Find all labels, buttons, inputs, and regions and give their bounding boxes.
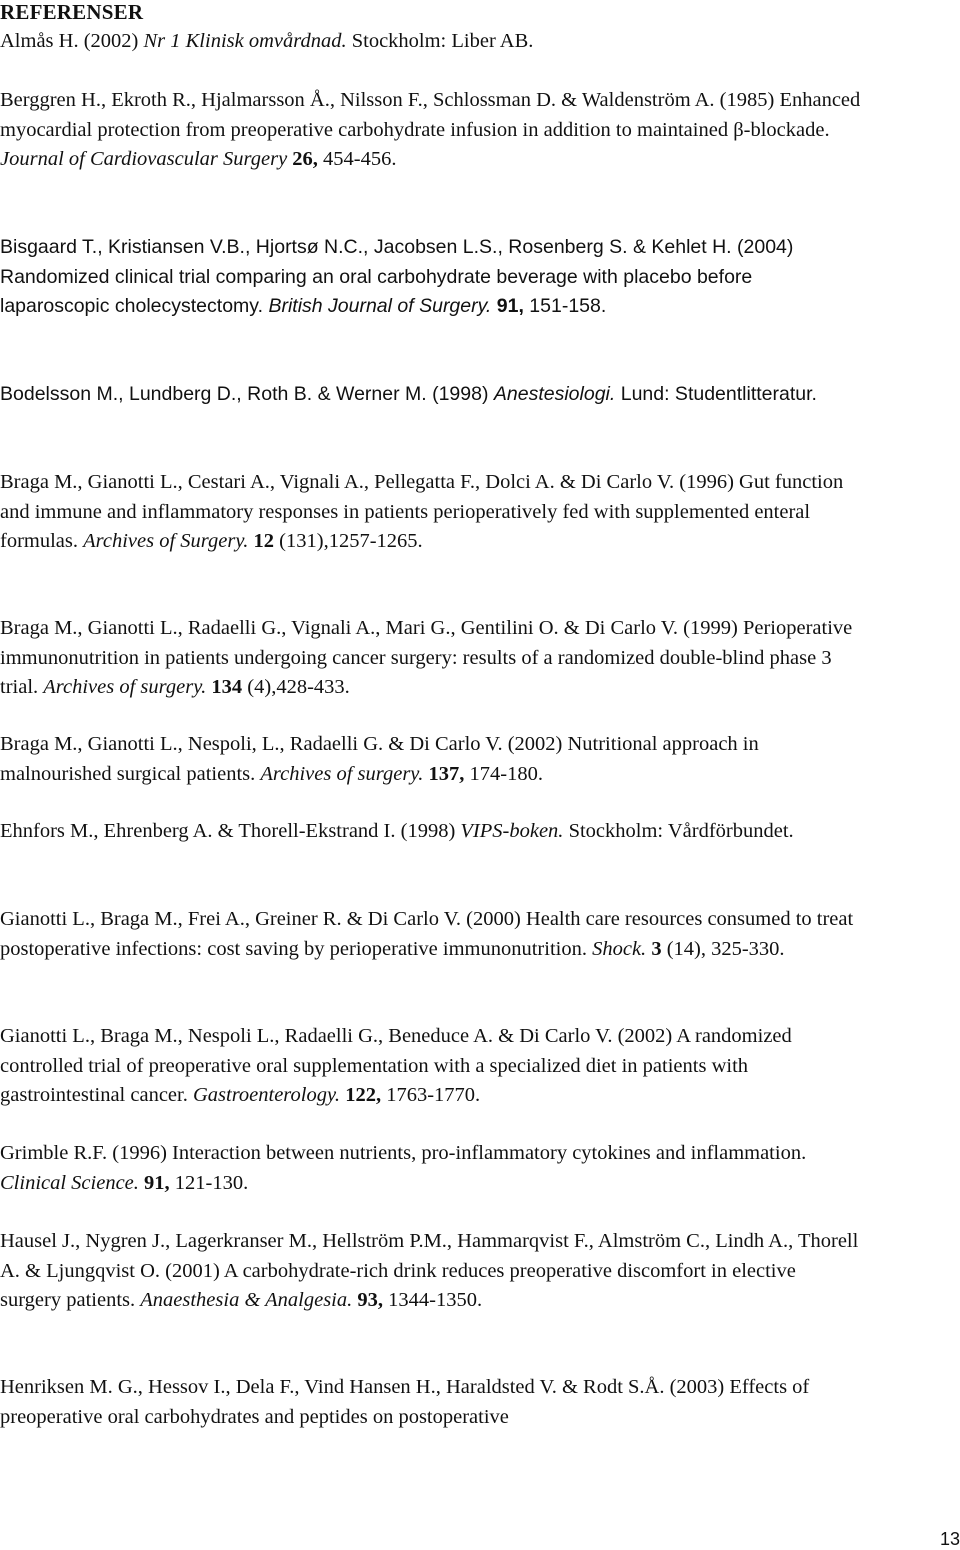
reference-journal: Clinical Science. [0,1171,139,1194]
reference-pages: (131),1257-1265. [279,530,423,552]
reference-authors: Braga M., Gianotti L., Nespoli, L., Radaelli G. & Di Carlo V. (2002) Nutritional approach in malnourished surgical patients. [0,733,759,785]
reference-entry [0,730,862,789]
reference-authors: Henriksen M. G., Hessov I., Dela F., Vind Hansen H., Haraldsted V. & Rodt S.Å. (2003) Effects of preoperative oral carbohydrates and peptides on postoperative [0,1376,810,1428]
reference-authors: Gianotti L., Braga M., Frei A., Greiner R. & Di Carlo V. (2000) Health care resources consumed to treat postoperative infections: cost saving by perioperative immunonutrition. [0,908,854,960]
reference-publisher: Lund: Studentlitteratur. [620,383,817,405]
reference-volume: 93, [357,1289,384,1311]
reference-title: Nr 1 Klinisk omvårdnad. [143,30,347,52]
reference-volume: 122, [345,1084,382,1106]
reference-authors: Ehnfors M., Ehrenberg A. & Thorell-Ekstrand I. (1998) [0,820,456,842]
reference-volume: 26, [292,148,318,170]
reference-journal: Anaesthesia & Analgesia. [140,1289,353,1311]
reference-authors: Berggren H., Ekroth R., Hjalmarsson Å., Nilsson F., Schlossman D. & Waldenström A. (1985) Enhanced myocardial protection from preoperative carbohydrate infusion in addition to maintained β-blockade. [0,89,861,141]
reference-pages: (14), 325-330. [666,937,785,960]
reference-authors: Bisgaard T., Kristiansen V.B., Hjortsø N.C., Jacobsen L.S., Rosenberg S. & Kehlet H. (2004) Randomized clinical trial comparing an oral carbohydrate beverage with placebo before laparoscopic cholecystectomy. [0,236,794,317]
reference-pages: (4),428-433. [247,676,350,698]
reference-journal: Archives of surgery. [260,762,424,785]
reference-journal: British Journal of Surgery. [268,295,492,317]
reference-journal: Shock. [592,937,647,960]
reference-pages: 1344-1350. [388,1289,483,1311]
reference-entry [0,817,862,847]
reference-pages: 174-180. [469,762,543,785]
reference-title: VIPS-boken. [460,820,564,842]
reference-authors: Bodelsson M., Lundberg D., Roth B. & Werner M. (1998) [0,383,489,405]
reference-pages: 1763-1770. [386,1084,481,1106]
page-number: 13 [939,1529,960,1549]
reference-entry [0,27,862,57]
reference-entry [0,1373,862,1432]
reference-authors: Hausel J., Nygren J., Lagerkranser M., Hellström P.M., Hammarqvist F., Almström C., Lindh A., Thorell A. & Ljungqvist O. (2001) A carbohydrate-rich drink reduces preoperative discomfort in elective surgery patients. [0,1230,859,1311]
reference-volume: 12 [253,530,275,552]
reference-volume: 91, [144,1171,170,1194]
reference-publisher: Stockholm: Vårdförbundet. [568,820,794,842]
reference-volume: 137, [428,762,465,785]
reference-entry [0,380,860,410]
reference-volume: 91, [496,295,524,317]
reference-volume: 3 [651,937,662,960]
reference-entry [0,1022,862,1111]
reference-pages: 454-456. [323,148,397,170]
reference-entry [0,468,862,557]
reference-authors: Braga M., Gianotti L., Radaelli G., Vignali A., Mari G., Gentilini O. & Di Carlo V. (1999) Perioperative immunonutrition in patients undergoing cancer surgery: results of a randomized double-blind phase 3 trial. [0,617,853,698]
reference-pages: 151-158. [529,295,607,317]
reference-entry [0,614,862,703]
reference-entry [0,233,860,322]
reference-journal: Archives of surgery. [43,676,207,698]
reference-authors: Braga M., Gianotti L., Cestari A., Vignali A., Pellegatta F., Dolci A. & Di Carlo V. (1996) Gut function and immune and inflammatory responses in patients perioperatively fed with supplemented enteral formulas. [0,471,844,552]
reference-entry [0,1139,862,1198]
references-heading: REFERENSER [0,0,144,24]
reference-authors: Almås H. (2002) [0,30,139,52]
reference-volume: 134 [211,676,243,698]
reference-entry [0,1227,862,1316]
reference-authors: Grimble R.F. (1996) Interaction between nutrients, pro-inflammatory cytokines and inflammation. [0,1142,807,1164]
reference-journal: Gastroenterology. [192,1084,341,1106]
reference-journal: Journal of Cardiovascular Surgery [0,148,288,170]
reference-publisher: Stockholm: Liber AB. [351,30,534,52]
reference-title: Anestesiologi. [493,383,616,405]
reference-entry [0,86,862,175]
reference-pages: 121-130. [174,1171,249,1194]
reference-authors: Gianotti L., Braga M., Nespoli L., Radaelli G., Beneduce A. & Di Carlo V. (2002) A randomized controlled trial of preoperative oral supplementation with a specialized diet in patients with gastrointestinal cancer. [0,1025,792,1106]
reference-journal: Archives of Surgery. [83,530,249,552]
reference-entry [0,905,862,964]
